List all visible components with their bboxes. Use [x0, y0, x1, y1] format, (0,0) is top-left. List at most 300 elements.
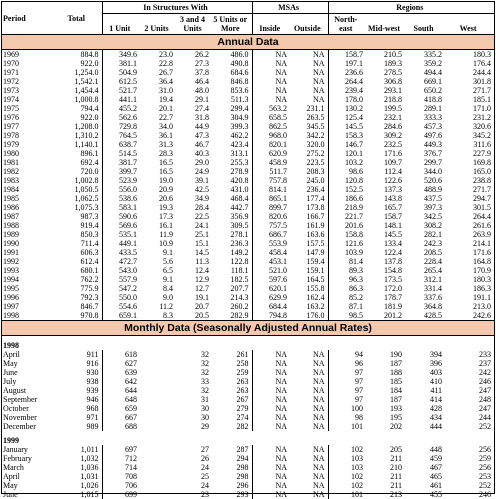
value-cell: 186.3: [445, 284, 494, 293]
value-cell: 399.3: [212, 122, 252, 131]
value-cell: 190: [366, 350, 405, 359]
value-cell: 708: [102, 472, 140, 481]
value-cell: 161.9: [290, 221, 328, 230]
value-cell: 22.7: [140, 113, 176, 122]
value-cell: 313.1: [212, 149, 252, 158]
value-cell: 31.3: [140, 140, 176, 149]
housing-permits-table-page: [1, 1, 495, 494]
value-cell: 247: [445, 404, 494, 413]
value-cell: 428: [405, 404, 445, 413]
value-cell: 256: [445, 445, 494, 454]
value-cell: 9.1: [140, 248, 176, 257]
row-period-cell: 1969: [2, 50, 54, 60]
value-cell: 102: [328, 445, 366, 454]
value-cell: 294: [212, 454, 252, 463]
value-cell: 85.2: [328, 293, 366, 302]
value-cell: 442.7: [212, 203, 252, 212]
value-cell: 238.8: [445, 176, 494, 185]
value-cell: 688: [102, 422, 140, 431]
value-cell: 686.7: [252, 230, 290, 239]
value-cell: 30: [140, 404, 212, 413]
northeast-column-header: North-east: [328, 14, 366, 35]
value-cell: 762.2: [54, 275, 102, 284]
value-cell: NA: [290, 377, 328, 386]
value-cell: 263.5: [290, 113, 328, 122]
value-cell: 211: [366, 481, 405, 490]
value-cell: 448: [405, 445, 445, 454]
value-cell: 165.0: [445, 167, 494, 176]
value-cell: 1,140.1: [54, 140, 102, 149]
value-cell: 233: [445, 350, 494, 359]
annual-table-row: [2, 77, 494, 86]
row-period-cell: 1982: [2, 167, 54, 176]
row-period-cell: 1996: [2, 293, 54, 302]
monthly-table-row: [2, 454, 494, 463]
value-cell: 282.1: [405, 230, 445, 239]
value-cell: 356.9: [212, 212, 252, 221]
value-cell: 197.1: [328, 59, 366, 68]
value-cell: 177.4: [290, 194, 328, 203]
annual-table-row: [2, 311, 494, 321]
row-period-cell: 1997: [2, 302, 54, 311]
value-cell: 764.5: [102, 131, 140, 140]
value-cell: 259: [445, 454, 494, 463]
value-cell: 214.1: [445, 239, 494, 248]
value-cell: 293: [212, 490, 252, 499]
value-cell: 298: [212, 463, 252, 472]
value-cell: 620.9: [252, 149, 290, 158]
inside-msa-column-header: Inside: [252, 14, 290, 35]
value-cell: 218.8: [366, 95, 405, 104]
value-cell: 642: [102, 377, 140, 386]
value-cell: 20.9: [140, 185, 176, 194]
value-cell: 20.7: [176, 302, 212, 311]
value-cell: 180.3: [445, 50, 494, 60]
value-cell: 27.4: [176, 104, 212, 113]
value-cell: 312.1: [405, 275, 445, 284]
value-cell: NA: [252, 95, 290, 104]
value-cell: 143.8: [366, 194, 405, 203]
value-cell: 231.2: [445, 113, 494, 122]
value-cell: 31.8: [176, 113, 212, 122]
value-cell: 434: [405, 413, 445, 422]
value-cell: 299.4: [212, 104, 252, 113]
value-cell: 301.8: [445, 77, 494, 86]
annual-table-row: [2, 122, 494, 131]
value-cell: 497.6: [405, 131, 445, 140]
five-plus-units-column-header: 5 Units or More: [212, 14, 252, 35]
value-cell: 1,050.5: [54, 185, 102, 194]
value-cell: 899.7: [252, 203, 290, 212]
monthly-data-section: [2, 321, 494, 499]
row-period-cell: January: [2, 445, 54, 454]
row-period-cell: 1991: [2, 248, 54, 257]
value-cell: 24: [140, 481, 212, 490]
value-cell: 418.8: [405, 95, 445, 104]
value-cell: NA: [252, 422, 290, 431]
outside-msa-column-header: Outside: [290, 14, 328, 35]
value-cell: 29.1: [176, 95, 212, 104]
value-cell: 521.0: [252, 266, 290, 275]
value-cell: 376.7: [405, 149, 445, 158]
value-cell: 757.8: [252, 176, 290, 185]
value-cell: 201.2: [366, 311, 405, 321]
value-cell: 122.8: [212, 257, 252, 266]
value-cell: 556.0: [102, 185, 140, 194]
value-cell: 146.7: [328, 140, 366, 149]
value-cell: 12.7: [176, 284, 212, 293]
value-cell: 11.9: [140, 230, 176, 239]
value-cell: 306.8: [366, 77, 405, 86]
value-cell: 121.6: [328, 239, 366, 248]
value-cell: 521.7: [102, 86, 140, 95]
msas-group-header: MSAs: [252, 2, 328, 14]
row-period-cell: 1990: [2, 239, 54, 248]
value-cell: 122.4: [366, 248, 405, 257]
value-cell: 455.2: [102, 104, 140, 113]
value-cell: 1,062.5: [54, 194, 102, 203]
value-cell: 30: [140, 413, 212, 422]
annual-table-row: [2, 113, 494, 122]
annual-table-row: [2, 149, 494, 158]
value-cell: 185.1: [445, 95, 494, 104]
value-cell: 697: [102, 445, 140, 454]
value-cell: 252: [445, 481, 494, 490]
value-cell: NA: [252, 86, 290, 95]
row-period-cell: 1970: [2, 59, 54, 68]
value-cell: 152.5: [328, 185, 366, 194]
value-cell: 252: [445, 422, 494, 431]
value-cell: NA: [252, 463, 290, 472]
value-cell: 919.4: [54, 221, 102, 230]
two-units-column-header: 2 Units: [140, 14, 176, 35]
value-cell: 729.8: [102, 122, 140, 131]
value-cell: 86.3: [328, 284, 366, 293]
value-cell: 27.3: [176, 59, 212, 68]
value-cell: 911: [54, 350, 102, 359]
row-period-cell: 1975: [2, 104, 54, 113]
value-cell: 137.3: [366, 185, 405, 194]
value-cell: 46.7: [176, 140, 212, 149]
value-cell: 32: [140, 350, 212, 359]
value-cell: 1,036: [54, 463, 102, 472]
value-cell: 173.5: [366, 275, 405, 284]
value-cell: 189.3: [366, 59, 405, 68]
value-cell: 627: [102, 359, 140, 368]
value-cell: 420.8: [212, 176, 252, 185]
value-cell: 263.9: [445, 230, 494, 239]
value-cell: 850.3: [54, 230, 102, 239]
value-cell: 158.8: [328, 230, 366, 239]
value-cell: 437.5: [405, 194, 445, 203]
value-cell: 24.1: [176, 221, 212, 230]
value-cell: 970.8: [54, 311, 102, 321]
value-cell: 794.4: [54, 104, 102, 113]
row-period-cell: 1992: [2, 257, 54, 266]
value-cell: 590.6: [102, 212, 140, 221]
value-cell: 472.7: [102, 257, 140, 266]
value-cell: 96: [328, 359, 366, 368]
value-cell: 922.0: [54, 113, 102, 122]
value-cell: 282.9: [212, 311, 252, 321]
value-cell: 213: [366, 490, 405, 499]
value-cell: 846.7: [54, 302, 102, 311]
value-cell: 946: [54, 395, 102, 404]
value-cell: 40.3: [176, 149, 212, 158]
value-cell: 629.9: [252, 293, 290, 302]
value-cell: 261.6: [445, 221, 494, 230]
value-cell: 486.0: [212, 50, 252, 60]
value-cell: 145.5: [328, 122, 366, 131]
value-cell: 210.5: [366, 50, 405, 60]
value-cell: 557.9: [102, 275, 140, 284]
monthly-table-row: [2, 377, 494, 386]
value-cell: 37.8: [176, 68, 212, 77]
annual-table-row: [2, 203, 494, 212]
value-cell: 554.6: [102, 302, 140, 311]
value-cell: 648: [102, 395, 140, 404]
value-cell: 1,454.4: [54, 86, 102, 95]
value-cell: 255.3: [212, 158, 252, 167]
value-cell: 264.4: [445, 212, 494, 221]
annual-table-row: [2, 95, 494, 104]
value-cell: 639: [102, 368, 140, 377]
value-cell: 553.9: [252, 239, 290, 248]
value-cell: 213.0: [445, 302, 494, 311]
value-cell: 775.9: [54, 284, 102, 293]
value-cell: 237: [445, 359, 494, 368]
value-cell: NA: [290, 50, 328, 60]
value-cell: 684.6: [212, 68, 252, 77]
value-cell: 159.1: [290, 266, 328, 275]
value-cell: 403: [405, 368, 445, 377]
row-period-cell: 1994: [2, 275, 54, 284]
value-cell: 455: [405, 490, 445, 499]
value-cell: 36.1: [140, 131, 176, 140]
value-cell: 97: [328, 368, 366, 377]
value-cell: 242: [445, 368, 494, 377]
value-cell: 27: [140, 445, 212, 454]
value-cell: 344.0: [405, 167, 445, 176]
row-period-cell: 1971: [2, 68, 54, 77]
value-cell: 311.6: [445, 140, 494, 149]
value-cell: 20.1: [140, 104, 176, 113]
value-cell: 180.3: [445, 275, 494, 284]
value-cell: 247: [445, 386, 494, 395]
value-cell: 137.8: [366, 257, 405, 266]
value-cell: 158.3: [328, 131, 366, 140]
value-cell: 19.3: [140, 203, 176, 212]
value-cell: 16.5: [140, 158, 176, 167]
value-cell: 342.5: [405, 212, 445, 221]
value-cell: 612.5: [102, 77, 140, 86]
value-cell: 814.1: [252, 185, 290, 194]
value-cell: 31.0: [140, 86, 176, 95]
value-cell: 44.9: [176, 122, 212, 131]
value-cell: NA: [290, 472, 328, 481]
value-cell: 178.0: [328, 95, 366, 104]
value-cell: 597.6: [252, 275, 290, 284]
value-cell: 147.9: [290, 248, 328, 257]
value-cell: 47.3: [176, 131, 212, 140]
value-cell: 11.3: [176, 257, 212, 266]
value-cell: 8.4: [140, 284, 176, 293]
value-cell: 24.9: [176, 167, 212, 176]
value-cell: 441.1: [102, 95, 140, 104]
value-cell: 394: [405, 350, 445, 359]
row-period-cell: 1989: [2, 230, 54, 239]
value-cell: 164.8: [445, 257, 494, 266]
value-cell: 98.6: [328, 167, 366, 176]
value-cell: 118.1: [212, 266, 252, 275]
value-cell: 259: [212, 368, 252, 377]
row-period-cell: 1979: [2, 140, 54, 149]
value-cell: 1,011: [54, 445, 102, 454]
value-cell: 658.5: [252, 113, 290, 122]
value-cell: 34.0: [140, 122, 176, 131]
value-cell: 164.5: [290, 275, 328, 284]
value-cell: 170.9: [445, 266, 494, 275]
value-cell: 618: [102, 350, 140, 359]
value-cell: 296: [212, 481, 252, 490]
value-cell: 210: [366, 463, 405, 472]
value-cell: 17.3: [140, 212, 176, 221]
row-period-cell: December: [2, 422, 54, 431]
value-cell: NA: [252, 472, 290, 481]
value-cell: 178.7: [366, 293, 405, 302]
value-cell: 149.2: [212, 248, 252, 257]
value-cell: 543.0: [102, 266, 140, 275]
monthly-table-row: [2, 404, 494, 413]
west-column-header: West: [445, 14, 494, 35]
value-cell: 490.8: [212, 59, 252, 68]
value-cell: 667: [102, 413, 140, 422]
value-cell: 31: [140, 395, 212, 404]
value-cell: 267: [212, 395, 252, 404]
row-period-cell: April: [2, 472, 54, 481]
value-cell: NA: [252, 77, 290, 86]
south-column-header: South: [405, 14, 445, 35]
value-cell: 23: [140, 490, 212, 499]
annual-data-section: [2, 35, 494, 321]
value-cell: 1,026: [54, 481, 102, 490]
monthly-year-row: [2, 336, 494, 351]
row-period-cell: 1987: [2, 212, 54, 221]
value-cell: 89.3: [328, 266, 366, 275]
annual-table-row: [2, 59, 494, 68]
value-cell: 938: [54, 377, 102, 386]
value-cell: 820.6: [252, 212, 290, 221]
value-cell: 794.8: [252, 311, 290, 321]
value-cell: 431.0: [212, 185, 252, 194]
value-cell: 102: [328, 472, 366, 481]
value-cell: 862.5: [252, 122, 290, 131]
value-cell: 706: [102, 481, 140, 490]
value-cell: 211: [366, 472, 405, 481]
value-cell: 133.4: [366, 239, 405, 248]
value-cell: 8.3: [140, 311, 176, 321]
annual-table-row: [2, 212, 494, 221]
row-period-cell: November: [2, 413, 54, 422]
row-period-cell: 1973: [2, 86, 54, 95]
row-period-cell: February: [2, 454, 54, 463]
annual-table-row: [2, 104, 494, 113]
value-cell: 159.4: [290, 257, 328, 266]
value-cell: 165.7: [366, 203, 405, 212]
value-cell: 1,031: [54, 472, 102, 481]
value-cell: 939: [54, 386, 102, 395]
row-period-cell: 1986: [2, 203, 54, 212]
value-cell: 298: [212, 472, 252, 481]
value-cell: 148.1: [366, 221, 405, 230]
value-cell: 120.1: [328, 149, 366, 158]
value-cell: 488.9: [405, 185, 445, 194]
value-cell: 162.4: [290, 293, 328, 302]
monthly-table-row: [2, 490, 494, 499]
row-period-cell: 1974: [2, 95, 54, 104]
value-cell: 5.6: [140, 257, 176, 266]
value-cell: 22.5: [176, 212, 212, 221]
annual-table-row: [2, 293, 494, 302]
value-cell: 1,542.1: [54, 77, 102, 86]
value-cell: NA: [252, 59, 290, 68]
value-cell: 399.7: [102, 167, 140, 176]
value-cell: 1,000.8: [54, 95, 102, 104]
value-cell: 1,015: [54, 490, 102, 499]
value-cell: 853.6: [212, 86, 252, 95]
value-cell: 173.8: [290, 203, 328, 212]
value-cell: NA: [290, 463, 328, 472]
monthly-table-row: [2, 481, 494, 490]
value-cell: 411: [405, 386, 445, 395]
value-cell: NA: [252, 68, 290, 77]
value-cell: 12.4: [176, 266, 212, 275]
monthly-year-row: [2, 431, 494, 445]
value-cell: 345.2: [445, 131, 494, 140]
value-cell: 28.3: [140, 149, 176, 158]
value-cell: 42.5: [176, 185, 212, 194]
value-cell: 130.2: [328, 104, 366, 113]
value-cell: 103: [328, 454, 366, 463]
value-cell: NA: [290, 490, 328, 499]
value-cell: 349.6: [102, 50, 140, 60]
value-cell: 227.9: [445, 149, 494, 158]
value-cell: 176.4: [445, 59, 494, 68]
value-cell: 29.0: [176, 158, 212, 167]
value-cell: 930: [54, 368, 102, 377]
value-cell: NA: [290, 413, 328, 422]
annual-table-row: [2, 221, 494, 230]
value-cell: 9.1: [140, 275, 176, 284]
annual-table-row: [2, 275, 494, 284]
monthly-table-row: [2, 395, 494, 404]
annual-table-row: [2, 131, 494, 140]
value-cell: 504.9: [102, 68, 140, 77]
value-cell: 278.9: [212, 167, 252, 176]
value-cell: 644: [102, 386, 140, 395]
row-period-cell: 1981: [2, 158, 54, 167]
row-period-cell: 1998: [2, 311, 54, 321]
value-cell: 271.7: [445, 185, 494, 194]
value-cell: 245.0: [290, 176, 328, 185]
value-cell: 1,032: [54, 454, 102, 463]
value-cell: 467: [405, 463, 445, 472]
value-cell: 968: [54, 404, 102, 413]
value-cell: 19.0: [140, 176, 176, 185]
value-cell: 989: [54, 422, 102, 431]
value-cell: 444: [405, 422, 445, 431]
value-cell: 187: [366, 395, 405, 404]
